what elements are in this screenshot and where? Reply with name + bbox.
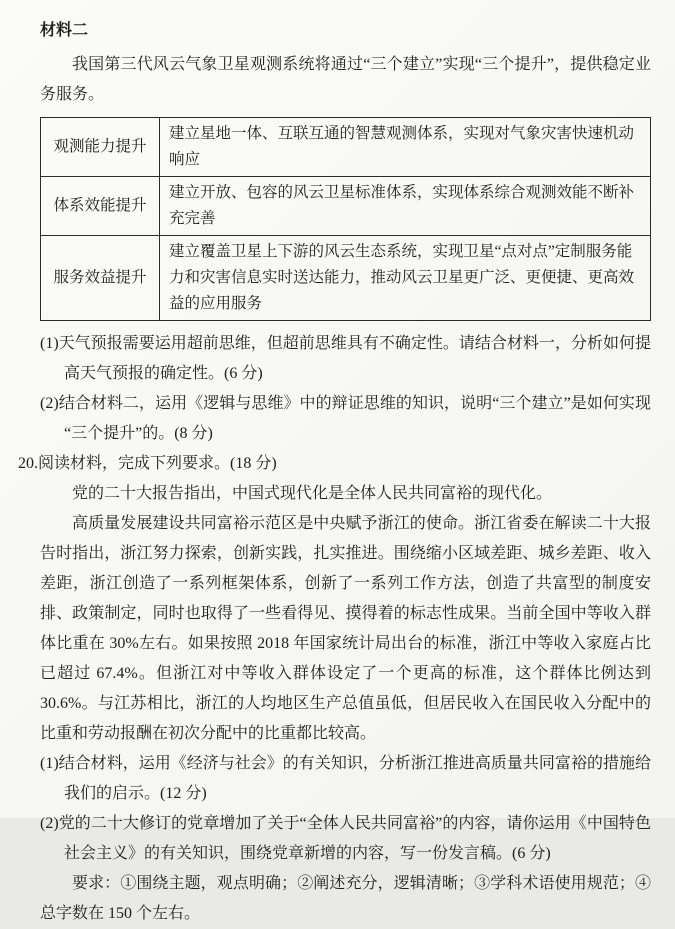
question-20-material-paragraph-1: 党的二十大报告指出，中国式现代化是全体人民共同富裕的现代化。	[72, 485, 553, 502]
table-row	[41, 118, 651, 177]
material-2-heading: 材料二	[40, 22, 89, 39]
question-20-material-paragraph-2: 高质量发展建设共同富裕示范区是中央赋予浙江的使命。浙江省委在解读二十大报告时指出，浙江努力探索，创新实践，扎实推进。围绕缩小区域差距、城乡差距、收入差距，浙江创造了一系列框架体系，创新了一系列工作方法，创造了共富型的制度安排、政策制定，同时也取得了一些看得见、摸得着的标志性成果。当前全国中等收入群体比重在 30%左右。如果按照 2018 年国家统计局出台的标准，浙江中等收入家庭占比已超过 67.4%。但浙江对中等收入群体设定了一个更高的标准，这个群体比例达到 30.6%。与江苏相比，浙江的人均地区生产总值虽低，但居民收入在国民收入分配中的比重和劳动报酬在初次分配中的比重都比较高。	[40, 515, 651, 742]
satellite-improvement-table	[40, 117, 651, 321]
question-19-part1: (1)天气预报需要运用超前思维，但超前思维具有不确定性。请结合材料一，分析如何提高天气预报的确定性。(6 分)	[40, 335, 651, 382]
table-row-content: 建立开放、包容的风云卫星标准体系，实现体系综合观测效能不断补充完善	[160, 177, 651, 236]
table-row-label: 服务效益提升	[41, 236, 160, 321]
table-row-label: 体系效能提升	[41, 177, 160, 236]
question-19-part2: (2)结合材料二，运用《逻辑与思维》中的辩证思维的知识，说明“三个建立”是如何实现“三个提升”的。(8 分)	[40, 395, 651, 442]
question-20-stem: 20.阅读材料，完成下列要求。(18 分)	[18, 455, 277, 472]
question-20-part1: (1)结合材料，运用《经济与社会》的有关知识，分析浙江推进高质量共同富裕的措施给我们的启示。(12 分)	[40, 755, 651, 802]
table-row	[41, 177, 651, 236]
table-row	[41, 236, 651, 321]
table-row-content: 建立星地一体、互联互通的智慧观测体系，实现对气象灾害快速机动响应	[160, 118, 651, 177]
material-2-intro: 我国第三代风云气象卫星观测系统将通过“三个建立”实现“三个提升”，提供稳定业务服务。	[40, 56, 651, 103]
question-20-part2: (2)党的二十大修订的党章增加了关于“全体人民共同富裕”的内容，请你运用《中国特色社会主义》的有关知识，围绕党章新增的内容，写一份发言稿。(6 分)	[40, 815, 651, 862]
question-20-requirements: 要求：①围绕主题，观点明确；②阐述充分，逻辑清晰；③学科术语使用规范；④总字数在 150 个左右。	[40, 875, 651, 922]
table-row-label: 观测能力提升	[41, 118, 160, 177]
table-row-content: 建立覆盖卫星上下游的风云生态系统，实现卫星“点对点”定制服务能力和灾害信息实时送达能力，推动风云卫星更广泛、更便捷、更高效益的应用服务	[160, 236, 651, 321]
